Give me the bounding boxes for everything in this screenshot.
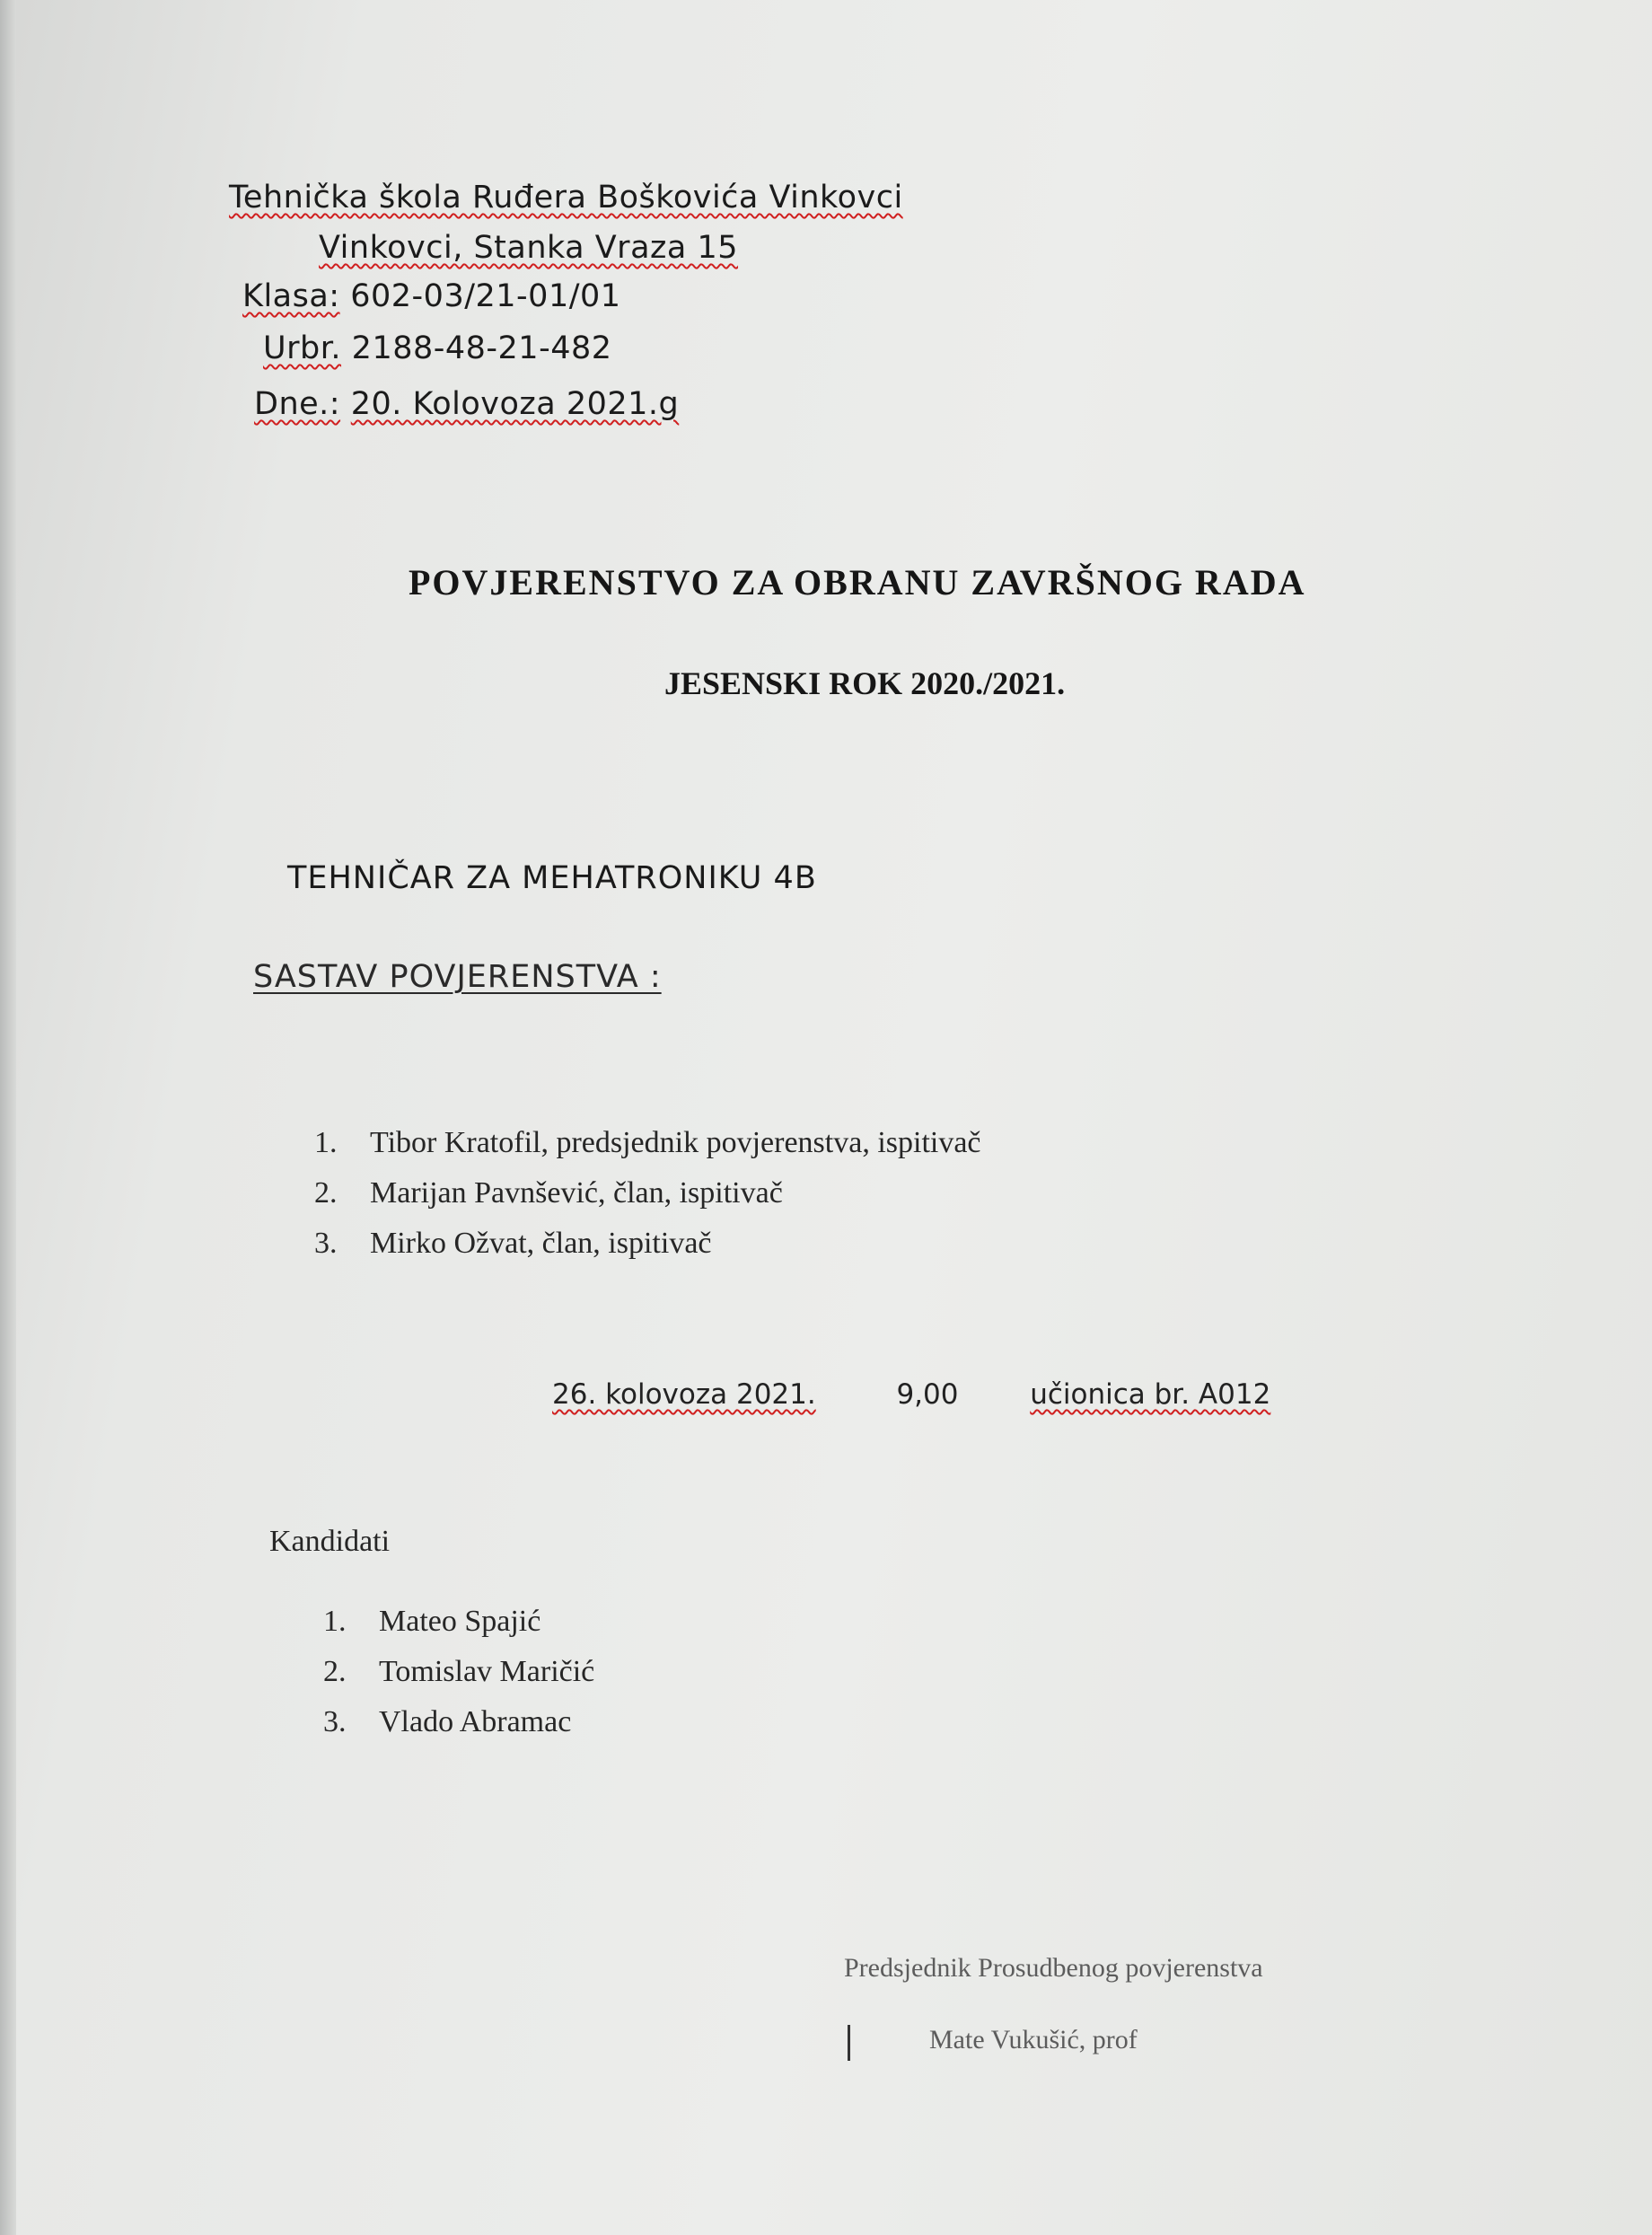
school-name: Tehnička škola Ruđera Boškovića Vinkovci <box>229 180 903 216</box>
committee-member: 2. Marijan Pavnšević, član, ispitivač <box>314 1176 783 1210</box>
candidates-list <box>323 1597 594 1747</box>
committee-heading: SASTAV POVJERENSTVA : <box>253 959 662 995</box>
date-line <box>254 386 679 422</box>
signature-name: Mate Vukušić, prof <box>929 2025 1138 2055</box>
signature-role: Predsjednik Prosudbenog povjerenstva <box>844 1953 1263 1983</box>
school-address <box>319 230 738 266</box>
document-subtitle: JESENSKI ROK 2020./2021. <box>664 665 1066 701</box>
exam-room: učionica br. A012 <box>1030 1378 1271 1411</box>
text-cursor <box>848 2025 850 2061</box>
program-heading: TEHNIČAR ZA MEHATRONIKU 4B <box>287 860 817 896</box>
candidates-heading: Kandidati <box>269 1525 391 1558</box>
klasa-value: 602-03/21-01/01 <box>350 278 621 314</box>
candidate-item: 1. Mateo Spajić <box>323 1605 541 1638</box>
exam-time: 9,00 <box>896 1378 959 1411</box>
date-label: Dne.: <box>254 386 341 422</box>
urbr-label: Urbr. <box>263 330 342 366</box>
exam-schedule <box>552 1378 1270 1411</box>
candidate-item: 2. Tomislav Maričić <box>323 1655 595 1688</box>
committee-member: 3. Mirko Ožvat, član, ispitivač <box>314 1227 712 1260</box>
committee-member: 1. Tibor Kratofil, predsjednik povjerenstva, ispitivač <box>314 1126 981 1159</box>
school-address-text: Vinkovci, Stanka Vraza 15 <box>319 230 739 266</box>
klasa-label: Klasa: <box>242 278 340 314</box>
candidate-item: 3. Vlado Abramac <box>323 1705 572 1738</box>
exam-date: 26. kolovoza 2021. <box>552 1378 816 1411</box>
committee-list <box>314 1118 981 1269</box>
document-title: POVJERENSTVO ZA OBRANU ZAVRŠNOG RADA <box>409 562 1306 603</box>
date-value: 20. Kolovoza 2021.g <box>350 386 680 422</box>
urbr-value: 2188-48-21-482 <box>351 330 612 366</box>
klasa-line <box>242 278 621 314</box>
urbr-line <box>263 330 612 366</box>
